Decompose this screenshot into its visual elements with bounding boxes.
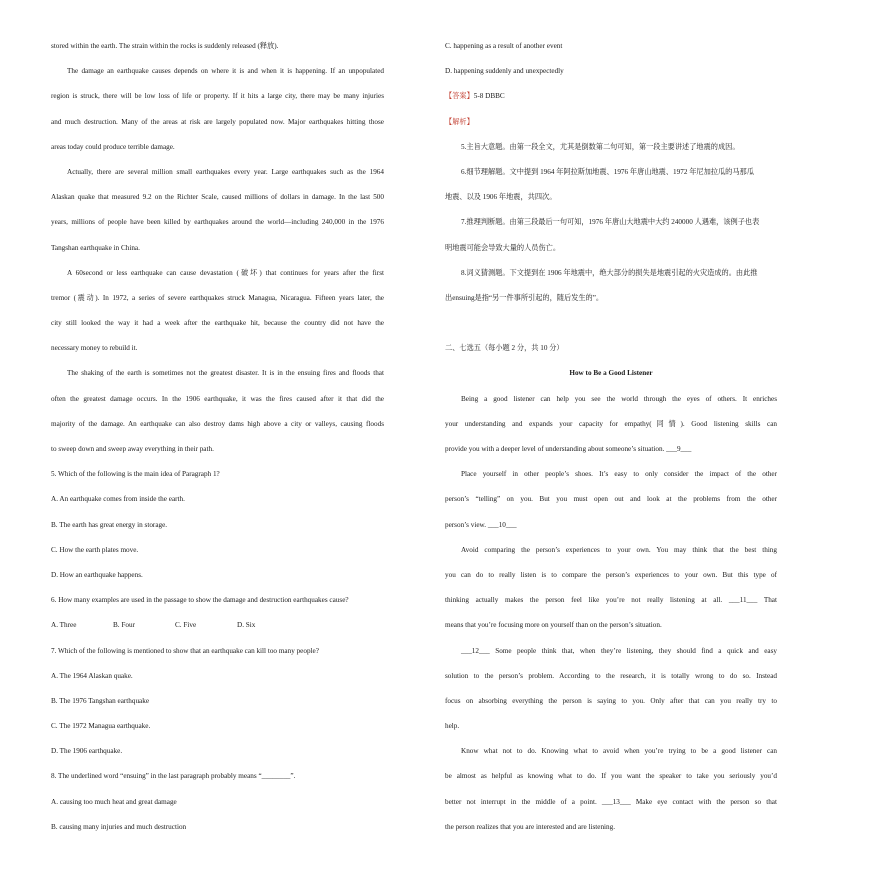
text-line: areas today could produce terrible damage. [51, 142, 175, 151]
text-line: Alaskan quake that measured 9.2 on the Richter Scale, caused millions of dollars in damage. In the last 500 [51, 193, 384, 202]
text-line: Actually, there are several million small earthquakes every year. Large earthquakes such as the 1964 [67, 167, 384, 176]
text-line: A. causing too much heat and great damage [51, 797, 177, 806]
text-line: Tangshan earthquake in China. [51, 243, 140, 252]
text-line: D. happening suddenly and unexpectedly [445, 67, 564, 76]
text-line: person’s view. ___10___ [445, 520, 517, 529]
text-line: person’s “telling” on you. But you must open out and look at the problems from the other [445, 495, 777, 504]
text-line: C. happening as a result of another event [445, 42, 563, 50]
text-line: Being a good listener can help you see the world through the eyes of others. It enriches [461, 394, 777, 403]
text-line: Place yourself in other people’s shoes. It’s easy to only consider the impact of the other [461, 470, 777, 479]
text-line: help. [445, 722, 460, 731]
text-line: better not interrupt in the middle of a point. ___13___ Make eye contact with the person so that [445, 797, 777, 806]
text-line: the person realizes that you are interested and are listening. [445, 822, 616, 831]
text-line: ___12___ Some people think that, when they’re listening, they should find a quick and easy [461, 646, 777, 655]
text-line: years, millions of people have been killed by earthquakes around the world—including 240,000 in the 1976 [51, 218, 384, 227]
text-line: D. How an earthquake happens. [51, 570, 143, 579]
text-line: your understanding and expands your capacity for empathy(同情). Good listening skills can [445, 419, 777, 428]
right-column [445, 36, 777, 842]
text-line: Avoid comparing the person’s experiences to your own. You may think that the best thing [461, 545, 777, 554]
text-line: majority of the damage. An earthquake can also destroy dams high above a city or valleys, causing floods [51, 419, 384, 428]
text-line: 出ensuing是指“另一件事所引起的，随后发生的”。 [445, 293, 604, 302]
text-line: 明地震可能会导致大量的人员伤亡。 [445, 243, 561, 252]
answer-tag: 【答案】 [445, 92, 474, 101]
text-line: 5.主旨大意题。由第一段全文，尤其是倒数第二句可知，第一段主要讲述了地震的成因。 [461, 142, 740, 151]
text-line: often the greatest damage occurs. In the 1906 earthquake, it was the fires caused after it that did the [51, 394, 384, 403]
text-line: Know what not to do. Knowing what to avoid when you’re trying to be a good listener can [461, 747, 777, 756]
text-line: 6. How many examples are used in the passage to show the damage and destruction earthquakes cause? [51, 596, 349, 605]
analysis-tag: 【解析】 [445, 117, 474, 126]
text-line: and much destruction. Many of the areas at risk are largely populated now. Major earthquakes hitting those [51, 117, 384, 126]
spacer [445, 313, 777, 338]
text-line: 7.推理判断题。由第三段最后一句可知，1976 年唐山大地震中大约 240000 人遇难，该例子也表 [461, 218, 760, 227]
text-line: A. The 1964 Alaskan quake. [51, 671, 133, 680]
text-line: 7. Which of the following is mentioned to show that an earthquake can kill too many people? [51, 646, 319, 655]
text-line: you can do to really listen is to compare the person’s experiences to your own. But this type of [445, 570, 777, 579]
text-line: D. The 1906 earthquake. [51, 747, 123, 756]
text-line: The shaking of the earth is sometimes not the greatest disaster. It is in the ensuing fires and floods that [67, 369, 384, 378]
text-line: A. An earthquake comes from inside the earth. [51, 495, 185, 504]
option: D. Six [237, 621, 256, 630]
text-line: 地震、以及 1906 年地震，共四次。 [445, 193, 557, 202]
text-line: city still looked the way it had a week after the earthquake hit, because the country did not have the [51, 319, 384, 328]
text-line: 二、七选五（每小题 2 分，共 10 分） [445, 344, 564, 353]
answer-value: 5-8 DBBC [473, 92, 505, 101]
text-line: B. The earth has great energy in storage. [51, 520, 168, 529]
text-line: solution to the person’s problem. According to the research, it is totally wrong to do so. Instead [445, 671, 777, 680]
answer-line [445, 86, 777, 111]
text-line: The damage an earthquake causes depends on where it is and when it is happening. If an unpopulated [67, 67, 384, 76]
text-line: to sweep down and sweep away everything in their path. [51, 445, 214, 453]
option: C. Five [175, 621, 197, 630]
text-line: focus on absorbing everything the person is saying to you. Only after that can you really try to [445, 696, 777, 705]
option: B. Four [113, 621, 135, 630]
text-line: 8. The underlined word “ensuing” in the last paragraph probably means “________”. [51, 772, 296, 781]
text-line: 8.词义猜测题。下文提到在 1906 年地震中，绝大部分的损失是地震引起的火灾造成的。由此推 [461, 268, 758, 277]
passage-title: How to Be a Good Listener [569, 369, 653, 378]
text-line: B. The 1976 Tangshan earthquake [51, 696, 150, 705]
text-line: provide you with a deeper level of understanding about someone’s situation. ___9___ [445, 445, 692, 453]
text-line: tremor (震动). In 1972, a series of severe earthquakes struck Managua, Nicaragua. Fifteen years later, the [51, 293, 384, 302]
text-line: necessary money to rebuild it. [51, 344, 138, 353]
text-line: 6.细节理解题。文中提到 1964 年阿拉斯加地震、1976 年唐山地震、1972 年尼加拉瓜的马那瓜 [461, 167, 754, 176]
text-line: B. causing many injuries and much destruction [51, 822, 187, 831]
text-line: stored within the earth. The strain within the rocks is suddenly released (释放). [51, 42, 279, 50]
text-line: thinking actually makes the person feel like you’re not really listening at all. ___11___ That [445, 596, 777, 605]
text-line: A 60second or less earthquake can cause devastation (破坏) that continues for years after the first [67, 268, 384, 277]
text-line: 5. Which of the following is the main idea of Paragraph 1? [51, 470, 220, 479]
text-line: C. The 1972 Managua earthquake. [51, 722, 151, 731]
text-line: region is struck, there will be low loss of life or property. If it hits a large city, there may be many injuries [51, 92, 384, 101]
answer-options [51, 615, 384, 640]
left-column [51, 36, 384, 842]
text-line: means that you’re focusing more on yourself than on the person’s situation. [445, 621, 662, 630]
text-line: be almost as helpful as knowing what to do. If you want the speaker to take you seriously you’d [445, 772, 777, 781]
text-line: C. How the earth plates move. [51, 545, 139, 554]
option: A. Three [51, 621, 77, 630]
